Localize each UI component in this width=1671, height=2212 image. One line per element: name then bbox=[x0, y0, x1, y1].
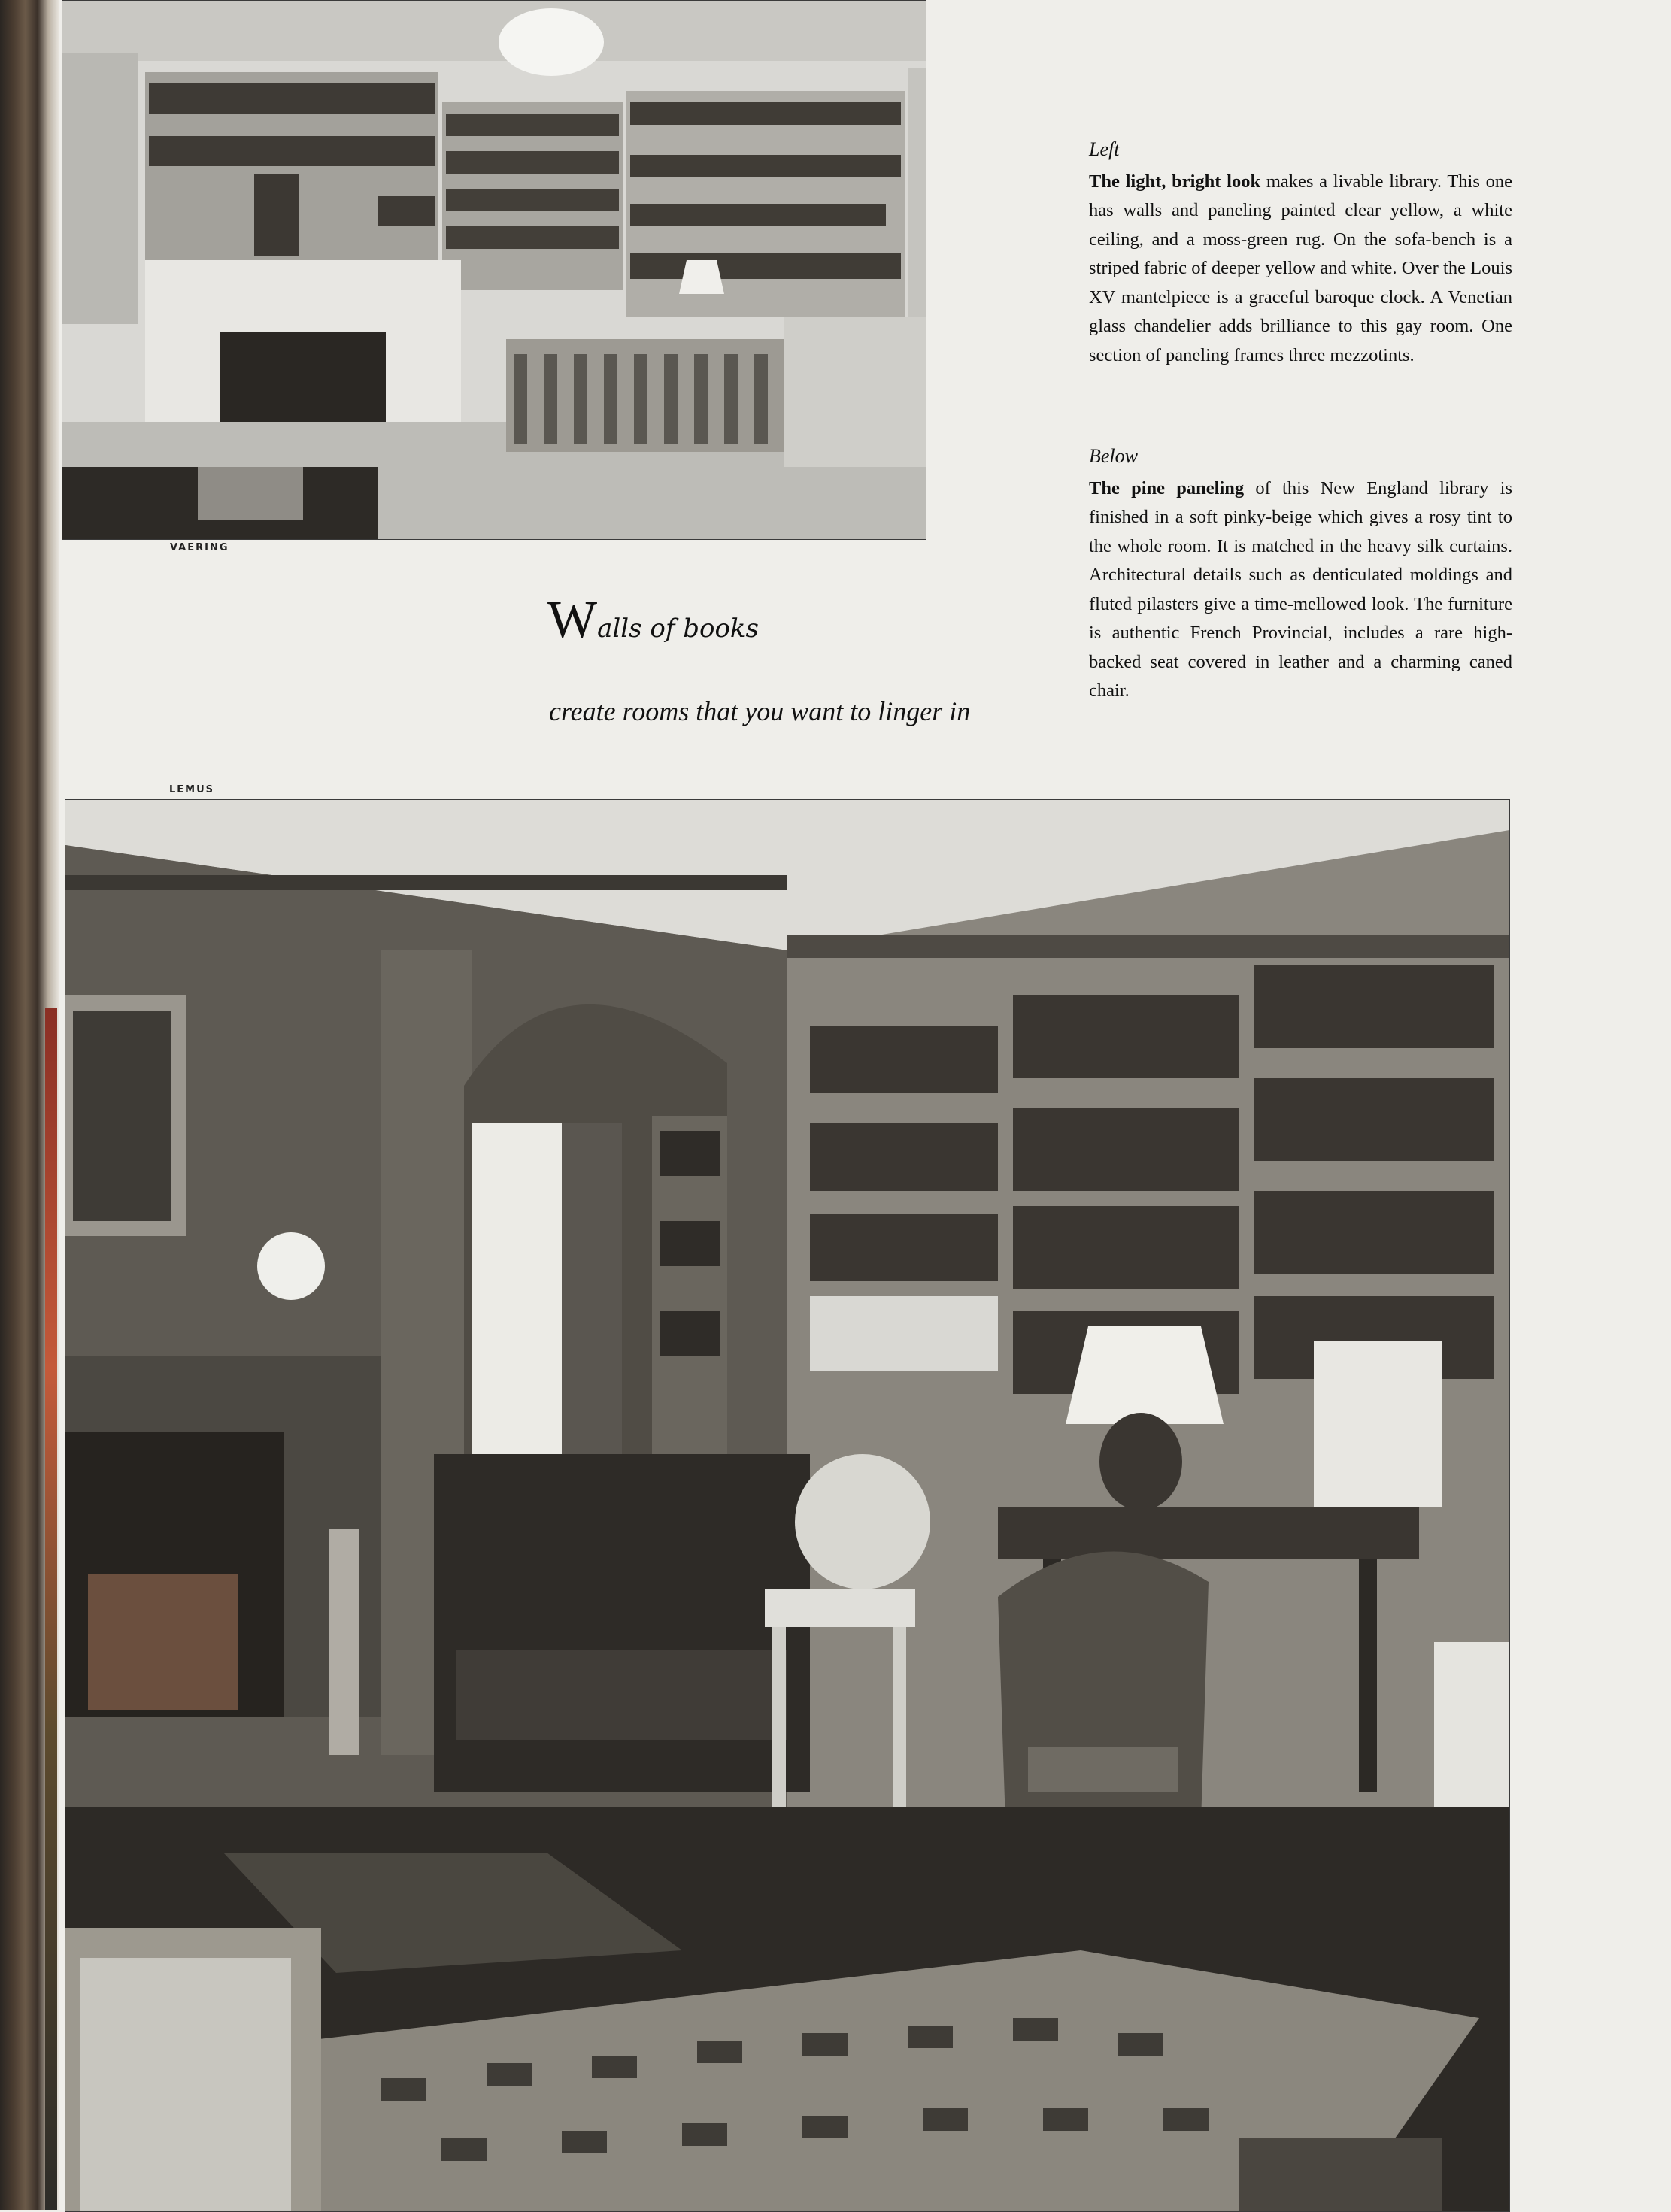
library-top-illustration bbox=[62, 1, 926, 539]
page-headline bbox=[547, 590, 759, 650]
caption-left-text bbox=[1089, 168, 1512, 371]
photo-bottom-library bbox=[65, 799, 1510, 2212]
page-subhead: create rooms that you want to linger in bbox=[549, 696, 971, 726]
caption-below bbox=[1089, 442, 1512, 706]
headline-initial: W bbox=[547, 591, 598, 649]
caption-left-body: makes a livable library. This one has walls and paneling painted clear yellow, a white ceiling, and a moss-green rug. On the sofa-bench is a striped fabric of deeper yellow and white. Over the Louis XV mantelpiece is a graceful baroque clock. A Venetian glass chandelier adds brilliance to this gay room. One section of paneling frames three mezzotints. bbox=[1089, 171, 1512, 365]
photo-top-library bbox=[62, 0, 926, 540]
photo-credit-top: VAERING bbox=[170, 542, 229, 553]
adjacent-page-edge bbox=[45, 1008, 57, 2210]
caption-below-body: of this New England library is finished in a soft pinky-beige which gives a rosy tint to the whole room. It is matched in the heavy silk curtains. Architectural details such as denticulated moldings and fluted pilasters give a time-mellowed look. The furniture is authentic French Provincial, includes a rare high-backed seat covered in leather and a charming caned chair. bbox=[1089, 477, 1512, 701]
headline-rest: alls of books bbox=[597, 614, 759, 644]
caption-below-label: Below bbox=[1089, 445, 1138, 467]
caption-below-lead: The pine paneling bbox=[1089, 477, 1245, 498]
library-bottom-illustration bbox=[65, 800, 1509, 2211]
caption-below-text bbox=[1089, 474, 1512, 706]
caption-left-lead: The light, bright look bbox=[1089, 171, 1261, 192]
photo-credit-bottom: LEMUS bbox=[169, 784, 215, 795]
caption-left bbox=[1089, 135, 1512, 370]
caption-left-label: Left bbox=[1089, 138, 1120, 160]
